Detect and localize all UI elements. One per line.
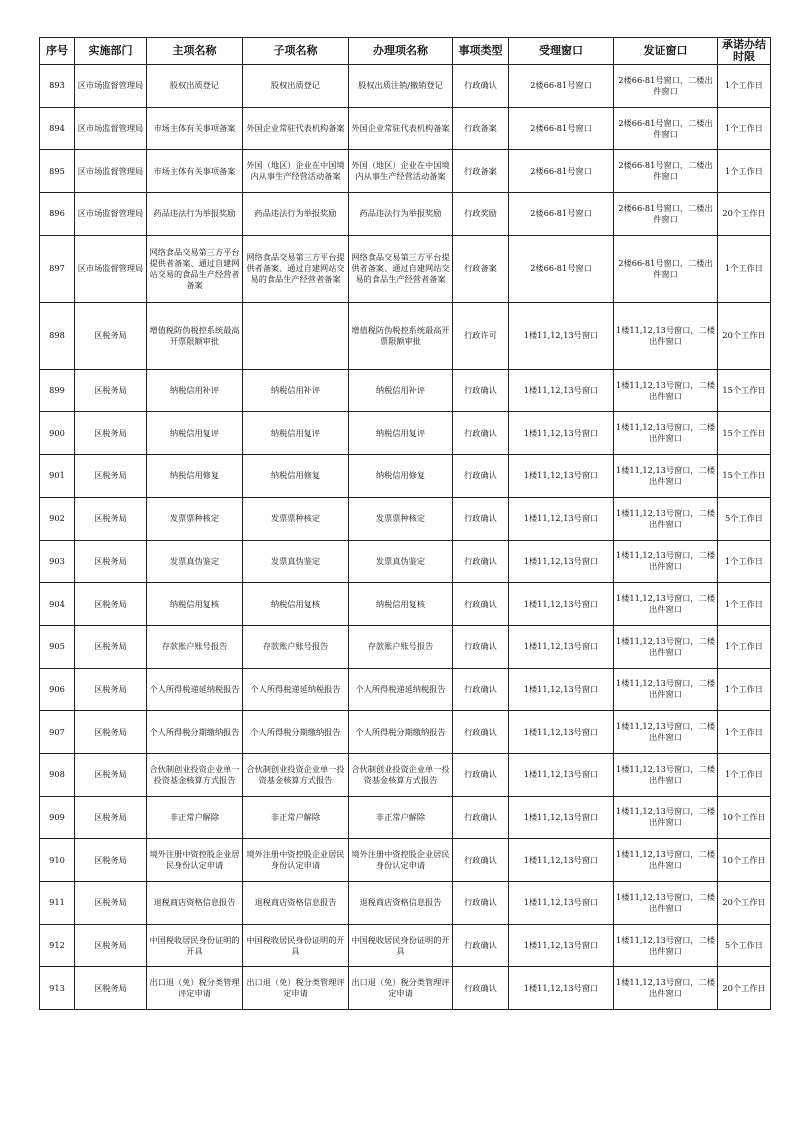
cell-dept: 区市场监督管理局 <box>75 193 147 236</box>
cell-sub: 药品违法行为举报奖励 <box>243 193 349 236</box>
cell-dept: 区税务局 <box>75 967 147 1010</box>
cell-no: 902 <box>40 497 75 540</box>
cell-sub: 纳税信用复核 <box>243 583 349 626</box>
col-header-item: 办理项名称 <box>349 38 453 65</box>
cell-type: 行政确认 <box>453 753 509 796</box>
cell-no: 898 <box>40 302 75 369</box>
table-row <box>40 369 771 412</box>
cell-no: 912 <box>40 924 75 967</box>
cell-accept: 1楼11,12,13号窗口 <box>509 455 614 498</box>
table-row <box>40 668 771 711</box>
cell-accept: 2楼66-81号窗口 <box>509 193 614 236</box>
col-header-main: 主项名称 <box>147 38 243 65</box>
cell-no: 903 <box>40 540 75 583</box>
cell-dept: 区税务局 <box>75 668 147 711</box>
cell-sub: 发票真伪鉴定 <box>243 540 349 583</box>
cell-main: 中国税收居民身份证明的开具 <box>147 924 243 967</box>
cell-accept: 1楼11,12,13号窗口 <box>509 924 614 967</box>
table-row <box>40 967 771 1010</box>
cell-no: 893 <box>40 65 75 108</box>
cell-main: 发票真伪鉴定 <box>147 540 243 583</box>
table-row <box>40 583 771 626</box>
cell-no: 911 <box>40 882 75 925</box>
cell-dept: 区税务局 <box>75 711 147 754</box>
cell-main: 市场主体有关事项备案 <box>147 107 243 150</box>
cell-accept: 1楼11,12,13号窗口 <box>509 668 614 711</box>
cell-dept: 区市场监督管理局 <box>75 65 147 108</box>
col-header-limit: 承诺办结时限 <box>718 38 771 65</box>
cell-main: 纳税信用复核 <box>147 583 243 626</box>
cell-issue: 1楼11,12,13号窗口，二楼出件窗口 <box>614 497 718 540</box>
cell-issue: 2楼66-81号窗口，二楼出件窗口 <box>614 107 718 150</box>
cell-issue: 1楼11,12,13号窗口，二楼出件窗口 <box>614 302 718 369</box>
cell-limit: 1个工作日 <box>718 107 771 150</box>
cell-dept: 区税务局 <box>75 882 147 925</box>
cell-main: 药品违法行为举报奖励 <box>147 193 243 236</box>
cell-sub: 外国企业常驻代表机构备案 <box>243 107 349 150</box>
cell-dept: 区税务局 <box>75 839 147 882</box>
cell-accept: 1楼11,12,13号窗口 <box>509 412 614 455</box>
cell-accept: 1楼11,12,13号窗口 <box>509 369 614 412</box>
cell-accept: 1楼11,12,13号窗口 <box>509 839 614 882</box>
cell-no: 900 <box>40 412 75 455</box>
cell-item: 药品违法行为举报奖励 <box>349 193 453 236</box>
cell-main: 非正常户解除 <box>147 796 243 839</box>
cell-dept: 区税务局 <box>75 455 147 498</box>
cell-type: 行政确认 <box>453 65 509 108</box>
table-row <box>40 455 771 498</box>
cell-main: 存款账户账号报告 <box>147 625 243 668</box>
cell-type: 行政确认 <box>453 583 509 626</box>
cell-item: 股权出质注销/撤销登记 <box>349 65 453 108</box>
cell-issue: 1楼11,12,13号窗口，二楼出件窗口 <box>614 412 718 455</box>
table-row <box>40 711 771 754</box>
cell-type: 行政确认 <box>453 711 509 754</box>
cell-limit: 20个工作日 <box>718 193 771 236</box>
cell-type: 行政确认 <box>453 668 509 711</box>
table-row <box>40 796 771 839</box>
cell-sub: 合伙制创业投资企业单一投资基金核算方式报告 <box>243 753 349 796</box>
cell-limit: 20个工作日 <box>718 302 771 369</box>
cell-sub: 发票票种核定 <box>243 497 349 540</box>
cell-main: 发票票种核定 <box>147 497 243 540</box>
cell-no: 895 <box>40 150 75 193</box>
cell-issue: 1楼11,12,13号窗口，二楼出件窗口 <box>614 796 718 839</box>
cell-sub: 非正常户解除 <box>243 796 349 839</box>
matters-table <box>39 37 771 1010</box>
cell-accept: 2楼66-81号窗口 <box>509 65 614 108</box>
cell-item: 个人所得税递延纳税报告 <box>349 668 453 711</box>
cell-type: 行政备案 <box>453 107 509 150</box>
cell-type: 行政备案 <box>453 235 509 302</box>
cell-main: 网络食品交易第三方平台提供者备案、通过自建网站交易的食品生产经营者备案 <box>147 235 243 302</box>
cell-no: 899 <box>40 369 75 412</box>
cell-item: 纳税信用复核 <box>349 583 453 626</box>
cell-sub: 纳税信用修复 <box>243 455 349 498</box>
cell-accept: 1楼11,12,13号窗口 <box>509 796 614 839</box>
cell-sub: 网络食品交易第三方平台提供者备案、通过自建网站交易的食品生产经营者备案 <box>243 235 349 302</box>
cell-issue: 1楼11,12,13号窗口，二楼出件窗口 <box>614 967 718 1010</box>
cell-dept: 区市场监督管理局 <box>75 150 147 193</box>
cell-issue: 1楼11,12,13号窗口，二楼出件窗口 <box>614 625 718 668</box>
cell-limit: 10个工作日 <box>718 839 771 882</box>
cell-issue: 2楼66-81号窗口，二楼出件窗口 <box>614 235 718 302</box>
table-row <box>40 193 771 236</box>
cell-limit: 5个工作日 <box>718 924 771 967</box>
cell-item: 合伙制创业投资企业单一投资基金核算方式报告 <box>349 753 453 796</box>
cell-sub: 股权出质登记 <box>243 65 349 108</box>
cell-sub: 退税商店资格信息报告 <box>243 882 349 925</box>
cell-type: 行政确认 <box>453 540 509 583</box>
col-header-accept: 受理窗口 <box>509 38 614 65</box>
cell-main: 纳税信用补评 <box>147 369 243 412</box>
cell-dept: 区税务局 <box>75 497 147 540</box>
cell-no: 896 <box>40 193 75 236</box>
cell-accept: 1楼11,12,13号窗口 <box>509 302 614 369</box>
cell-accept: 1楼11,12,13号窗口 <box>509 753 614 796</box>
cell-no: 910 <box>40 839 75 882</box>
cell-item: 出口退（免）税分类管理评定申请 <box>349 967 453 1010</box>
cell-no: 897 <box>40 235 75 302</box>
cell-dept: 区税务局 <box>75 540 147 583</box>
cell-no: 908 <box>40 753 75 796</box>
cell-main: 股权出质登记 <box>147 65 243 108</box>
table-row <box>40 497 771 540</box>
cell-item: 外国（地区）企业在中国境内从事生产经营活动备案 <box>349 150 453 193</box>
cell-sub: 个人所得税递延纳税报告 <box>243 668 349 711</box>
cell-dept: 区税务局 <box>75 753 147 796</box>
cell-sub: 境外注册中资控股企业居民身份认定申请 <box>243 839 349 882</box>
cell-dept: 区市场监督管理局 <box>75 107 147 150</box>
cell-sub: 中国税收居民身份证明的开具 <box>243 924 349 967</box>
cell-item: 发票真伪鉴定 <box>349 540 453 583</box>
cell-dept: 区税务局 <box>75 924 147 967</box>
cell-type: 行政确认 <box>453 497 509 540</box>
cell-main: 退税商店资格信息报告 <box>147 882 243 925</box>
cell-limit: 1个工作日 <box>718 235 771 302</box>
cell-issue: 2楼66-81号窗口，二楼出件窗口 <box>614 150 718 193</box>
cell-limit: 10个工作日 <box>718 796 771 839</box>
cell-issue: 1楼11,12,13号窗口，二楼出件窗口 <box>614 540 718 583</box>
cell-issue: 2楼66-81号窗口，二楼出件窗口 <box>614 193 718 236</box>
cell-item: 退税商店资格信息报告 <box>349 882 453 925</box>
cell-dept: 区税务局 <box>75 796 147 839</box>
cell-type: 行政奖励 <box>453 193 509 236</box>
cell-accept: 1楼11,12,13号窗口 <box>509 583 614 626</box>
table-row <box>40 235 771 302</box>
cell-accept: 2楼66-81号窗口 <box>509 235 614 302</box>
cell-accept: 2楼66-81号窗口 <box>509 150 614 193</box>
cell-limit: 1个工作日 <box>718 753 771 796</box>
table-row <box>40 839 771 882</box>
cell-dept: 区税务局 <box>75 625 147 668</box>
col-header-issue: 发证窗口 <box>614 38 718 65</box>
cell-type: 行政确认 <box>453 796 509 839</box>
cell-sub: 外国（地区）企业在中国境内从事生产经营活动备案 <box>243 150 349 193</box>
cell-item: 纳税信用补评 <box>349 369 453 412</box>
table-row <box>40 412 771 455</box>
cell-limit: 1个工作日 <box>718 668 771 711</box>
cell-main: 出口退（免）税分类管理评定申请 <box>147 967 243 1010</box>
cell-issue: 1楼11,12,13号窗口，二楼出件窗口 <box>614 455 718 498</box>
table-row <box>40 65 771 108</box>
cell-limit: 1个工作日 <box>718 540 771 583</box>
cell-item: 发票票种核定 <box>349 497 453 540</box>
cell-type: 行政确认 <box>453 455 509 498</box>
cell-type: 行政确认 <box>453 924 509 967</box>
cell-main: 增值税防伪税控系统最高开票限额审批 <box>147 302 243 369</box>
cell-issue: 1楼11,12,13号窗口，二楼出件窗口 <box>614 753 718 796</box>
cell-dept: 区税务局 <box>75 369 147 412</box>
cell-sub: 出口退（免）税分类管理评定申请 <box>243 967 349 1010</box>
cell-dept: 区市场监督管理局 <box>75 235 147 302</box>
cell-issue: 1楼11,12,13号窗口，二楼出件窗口 <box>614 668 718 711</box>
cell-accept: 2楼66-81号窗口 <box>509 107 614 150</box>
col-header-type: 事项类型 <box>453 38 509 65</box>
cell-no: 907 <box>40 711 75 754</box>
cell-main: 境外注册中资控股企业居民身份认定申请 <box>147 839 243 882</box>
table-row <box>40 150 771 193</box>
cell-limit: 15个工作日 <box>718 412 771 455</box>
cell-limit: 20个工作日 <box>718 967 771 1010</box>
cell-accept: 1楼11,12,13号窗口 <box>509 882 614 925</box>
cell-dept: 区税务局 <box>75 583 147 626</box>
cell-issue: 1楼11,12,13号窗口，二楼出件窗口 <box>614 583 718 626</box>
cell-issue: 1楼11,12,13号窗口，二楼出件窗口 <box>614 711 718 754</box>
cell-main: 纳税信用复评 <box>147 412 243 455</box>
table-row <box>40 924 771 967</box>
cell-no: 904 <box>40 583 75 626</box>
table-row <box>40 625 771 668</box>
cell-accept: 1楼11,12,13号窗口 <box>509 967 614 1010</box>
cell-type: 行政确认 <box>453 882 509 925</box>
cell-accept: 1楼11,12,13号窗口 <box>509 711 614 754</box>
cell-main: 纳税信用修复 <box>147 455 243 498</box>
cell-sub: 存款账户账号报告 <box>243 625 349 668</box>
cell-limit: 15个工作日 <box>718 369 771 412</box>
cell-type: 行政确认 <box>453 412 509 455</box>
col-header-sub: 子项名称 <box>243 38 349 65</box>
table-row <box>40 302 771 369</box>
cell-main: 个人所得税分期缴纳报告 <box>147 711 243 754</box>
cell-limit: 1个工作日 <box>718 583 771 626</box>
cell-issue: 1楼11,12,13号窗口，二楼出件窗口 <box>614 369 718 412</box>
header-row <box>40 38 771 65</box>
cell-dept: 区税务局 <box>75 412 147 455</box>
cell-no: 905 <box>40 625 75 668</box>
cell-issue: 1楼11,12,13号窗口，二楼出件窗口 <box>614 882 718 925</box>
cell-main: 个人所得税递延纳税报告 <box>147 668 243 711</box>
cell-item: 网络食品交易第三方平台提供者备案、通过自建网站交易的食品生产经营者备案 <box>349 235 453 302</box>
cell-dept: 区税务局 <box>75 302 147 369</box>
cell-type: 行政确认 <box>453 839 509 882</box>
cell-item: 外国企业常驻代表机构备案 <box>349 107 453 150</box>
cell-sub <box>243 302 349 369</box>
cell-limit: 1个工作日 <box>718 150 771 193</box>
col-header-dept: 实施部门 <box>75 38 147 65</box>
cell-limit: 5个工作日 <box>718 497 771 540</box>
cell-issue: 1楼11,12,13号窗口，二楼出件窗口 <box>614 839 718 882</box>
cell-issue: 2楼66-81号窗口，二楼出件窗口 <box>614 65 718 108</box>
table-row <box>40 753 771 796</box>
table-row <box>40 882 771 925</box>
cell-issue: 1楼11,12,13号窗口，二楼出件窗口 <box>614 924 718 967</box>
table-row <box>40 107 771 150</box>
cell-type: 行政许可 <box>453 302 509 369</box>
cell-limit: 1个工作日 <box>718 65 771 108</box>
cell-limit: 20个工作日 <box>718 882 771 925</box>
cell-no: 913 <box>40 967 75 1010</box>
cell-type: 行政确认 <box>453 967 509 1010</box>
cell-limit: 1个工作日 <box>718 625 771 668</box>
cell-no: 906 <box>40 668 75 711</box>
cell-no: 894 <box>40 107 75 150</box>
cell-item: 存款账户账号报告 <box>349 625 453 668</box>
table-row <box>40 540 771 583</box>
cell-sub: 纳税信用补评 <box>243 369 349 412</box>
cell-limit: 1个工作日 <box>718 711 771 754</box>
cell-item: 纳税信用修复 <box>349 455 453 498</box>
cell-item: 增值税防伪税控系统最高开票限额审批 <box>349 302 453 369</box>
cell-item: 中国税收居民身份证明的开具 <box>349 924 453 967</box>
cell-type: 行政确认 <box>453 625 509 668</box>
cell-sub: 纳税信用复评 <box>243 412 349 455</box>
cell-accept: 1楼11,12,13号窗口 <box>509 540 614 583</box>
cell-limit: 15个工作日 <box>718 455 771 498</box>
cell-type: 行政备案 <box>453 150 509 193</box>
cell-sub: 个人所得税分期缴纳报告 <box>243 711 349 754</box>
cell-item: 个人所得税分期缴纳报告 <box>349 711 453 754</box>
cell-main: 市场主体有关事项备案 <box>147 150 243 193</box>
cell-item: 纳税信用复评 <box>349 412 453 455</box>
cell-main: 合伙制创业投资企业单一投资基金核算方式报告 <box>147 753 243 796</box>
cell-no: 909 <box>40 796 75 839</box>
cell-accept: 1楼11,12,13号窗口 <box>509 625 614 668</box>
cell-item: 非正常户解除 <box>349 796 453 839</box>
col-header-no: 序号 <box>40 38 75 65</box>
cell-item: 境外注册中资控股企业居民身份认定申请 <box>349 839 453 882</box>
cell-type: 行政确认 <box>453 369 509 412</box>
cell-accept: 1楼11,12,13号窗口 <box>509 497 614 540</box>
cell-no: 901 <box>40 455 75 498</box>
